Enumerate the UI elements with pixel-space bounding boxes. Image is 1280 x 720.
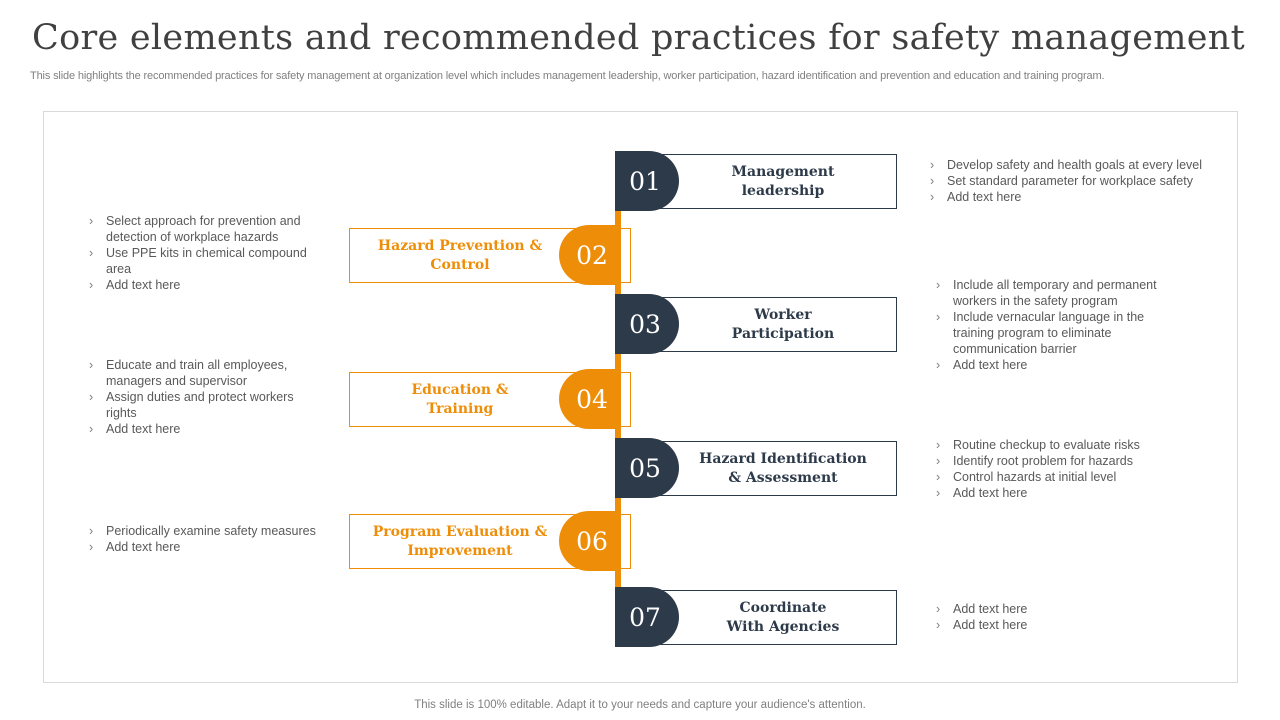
- list-item: › Develop safety and health goals at every level: [927, 157, 1227, 173]
- step-05-title: Hazard Identification & Assessment: [699, 450, 867, 486]
- list-item: › Routine checkup to evaluate risks: [933, 437, 1193, 453]
- step-01-bullets: [927, 157, 1227, 205]
- list-item: › Add text here: [86, 539, 346, 555]
- step-02-title: Hazard Prevention & Control: [377, 237, 543, 273]
- step-03-title: Worker Participation: [731, 306, 835, 342]
- list-item: › Identify root problem for hazards: [933, 453, 1193, 469]
- list-item: › Add text here: [933, 485, 1193, 501]
- step-05-badge: 05: [615, 438, 679, 498]
- list-item: › Add text here: [86, 421, 326, 437]
- list-item: › Include all temporary and permanent workers in the safety program: [933, 277, 1173, 309]
- list-item: › Add text here: [927, 189, 1227, 205]
- step-04-title: Education & Training: [411, 381, 509, 417]
- page-title: Core elements and recommended practices for safety management: [32, 18, 1245, 58]
- step-06-badge: 06: [559, 511, 621, 571]
- step-03-bullets: [933, 277, 1173, 373]
- step-03-badge: 03: [615, 294, 679, 354]
- step-01-title: Management leadership: [731, 163, 835, 199]
- step-07-badge: 07: [615, 587, 679, 647]
- step-06-title: Program Evaluation & Improvement: [372, 523, 548, 559]
- step-07-bullets: [933, 601, 1173, 633]
- list-item: › Use PPE kits in chemical compound area: [86, 245, 326, 277]
- list-item: › Assign duties and protect workers rights: [86, 389, 326, 421]
- list-item: › Add text here: [933, 601, 1173, 617]
- step-01-badge: 01: [615, 151, 679, 211]
- step-07-title: Coordinate With Agencies: [726, 599, 840, 635]
- list-item: › Educate and train all employees, managers and supervisor: [86, 357, 326, 389]
- step-02-bullets: [86, 213, 326, 293]
- list-item: › Control hazards at initial level: [933, 469, 1193, 485]
- list-item: › Include vernacular language in the training program to eliminate communication barrier: [933, 309, 1173, 357]
- list-item: › Periodically examine safety measures: [86, 523, 346, 539]
- step-06-bullets: [86, 523, 346, 555]
- step-04-bullets: [86, 357, 326, 437]
- list-item: › Select approach for prevention and detection of workplace hazards: [86, 213, 326, 245]
- list-item: › Add text here: [933, 357, 1173, 373]
- list-item: › Add text here: [933, 617, 1173, 633]
- page-subtitle: This slide highlights the recommended practices for safety management at organization level which includes management leadership, worker participation, hazard identification and prevention and education and training program.: [30, 70, 1105, 82]
- list-item: › Set standard parameter for workplace safety: [927, 173, 1227, 189]
- footer-note: This slide is 100% editable. Adapt it to your needs and capture your audience's attention.: [414, 699, 866, 711]
- step-05-bullets: [933, 437, 1193, 501]
- step-02-badge: 02: [559, 225, 621, 285]
- step-04-badge: 04: [559, 369, 621, 429]
- list-item: › Add text here: [86, 277, 326, 293]
